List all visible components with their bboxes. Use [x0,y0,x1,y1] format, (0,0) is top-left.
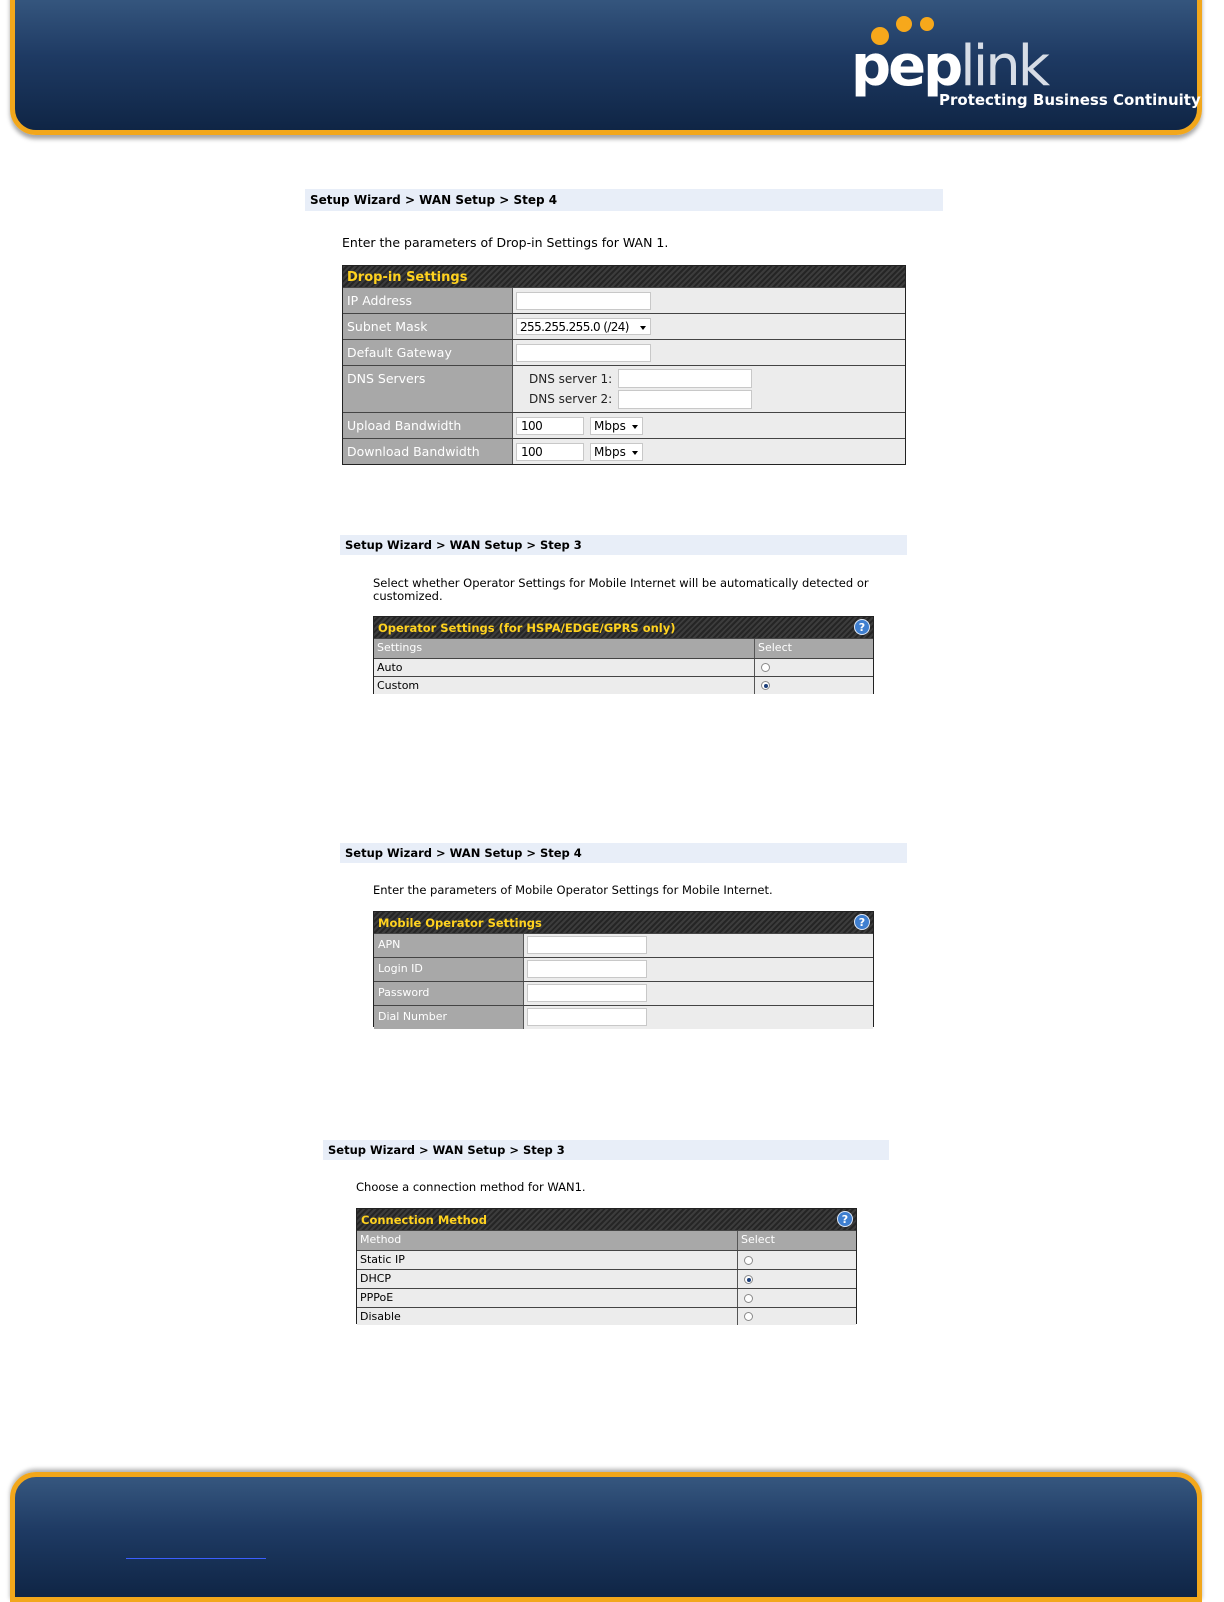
dial-number-input[interactable] [527,1008,647,1026]
static-ip-radio[interactable] [744,1256,753,1265]
mobile-operator-settings-panel [373,911,874,1027]
download-bandwidth-input[interactable]: 100 [516,443,584,461]
table-row [357,1250,856,1269]
apn-row [374,933,873,957]
column-header-select: Select [758,641,792,654]
dns-server-1-label: DNS server 1: [529,372,613,386]
subnet-mask-label: Subnet Mask [343,314,513,339]
option-label: Disable [357,1308,738,1325]
option-label: Auto [374,659,755,676]
panel-title: Operator Settings (for HSPA/EDGE/GPRS only) [378,621,676,635]
dhcp-radio[interactable] [744,1275,753,1284]
instruction-text: Enter the parameters of Drop-in Settings for WAN 1. [342,235,669,250]
apn-input[interactable] [527,936,647,954]
download-bandwidth-label: Download Bandwidth [343,439,513,464]
pppoe-radio[interactable] [744,1294,753,1303]
upload-unit-select[interactable]: Mbps [590,417,643,435]
custom-radio[interactable] [761,681,770,690]
operator-settings-panel [373,616,874,694]
option-label: Static IP [357,1251,738,1269]
column-header-select: Select [741,1233,775,1246]
dns-server-1-input[interactable] [618,369,752,388]
chevron-down-icon [632,451,638,455]
breadcrumb: Setup Wizard > WAN Setup > Step 4 [305,189,943,211]
chevron-down-icon [632,425,638,429]
footer-banner [10,1472,1202,1602]
help-icon[interactable]: ? [854,619,870,635]
breadcrumb: Setup Wizard > WAN Setup > Step 4 [340,843,907,863]
ip-address-label: IP Address [343,288,513,313]
instruction-text-line-1: Select whether Operator Settings for Mobile Internet will be automatically detected or [373,576,869,590]
dns-server-2-label: DNS server 2: [529,392,613,406]
instruction-text: Choose a connection method for WAN1. [356,1180,586,1194]
dns-server-2-input[interactable] [618,390,752,409]
tagline: Protecting Business Continuity [939,91,1201,109]
subnet-mask-row [343,313,905,339]
download-bandwidth-row [343,438,905,464]
panel-title: Drop-in Settings [343,266,905,287]
password-input[interactable] [527,984,647,1002]
password-label: Password [374,982,524,1005]
chevron-down-icon [640,326,646,330]
header-banner [10,0,1202,135]
panel-title: Mobile Operator Settings [378,916,542,930]
default-gateway-row [343,339,905,365]
default-gateway-label: Default Gateway [343,340,513,365]
dial-number-label: Dial Number [374,1006,524,1029]
instruction-text-line-2: customized. [373,589,443,603]
upload-bandwidth-label: Upload Bandwidth [343,413,513,438]
breadcrumb: Setup Wizard > WAN Setup > Step 3 [340,535,907,555]
ip-address-row [343,287,905,313]
table-row [357,1288,856,1307]
help-icon[interactable]: ? [837,1211,853,1227]
disable-radio[interactable] [744,1312,753,1321]
subnet-mask-select[interactable]: 255.255.255.0 (/24) [516,318,651,335]
peplink-logo: peplink Protecting Business Continuity [841,15,1171,125]
dns-servers-row [343,365,905,412]
drop-in-settings-panel [342,265,906,465]
option-label: Custom [374,677,755,694]
breadcrumb: Setup Wizard > WAN Setup > Step 3 [323,1140,889,1160]
instruction-text: Enter the parameters of Mobile Operator Settings for Mobile Internet. [373,883,773,897]
login-id-row [374,957,873,981]
auto-radio[interactable] [761,663,770,672]
table-header [357,1230,856,1250]
upload-bandwidth-input[interactable]: 100 [516,417,584,435]
login-id-input[interactable] [527,960,647,978]
table-row [374,676,873,694]
panel-title: Connection Method [361,1213,487,1227]
password-row [374,981,873,1005]
column-header-method: Method [357,1231,738,1250]
apn-label: APN [374,934,524,957]
ip-address-input[interactable] [516,292,651,310]
help-icon[interactable]: ? [854,914,870,930]
column-header-settings: Settings [374,639,755,658]
footer-link[interactable] [126,1558,266,1559]
dial-number-row [374,1005,873,1029]
table-row [374,658,873,676]
download-unit-select[interactable]: Mbps [590,443,643,461]
table-header [374,638,873,658]
dns-servers-label: DNS Servers [343,366,513,412]
login-id-label: Login ID [374,958,524,981]
option-label: DHCP [357,1270,738,1288]
option-label: PPPoE [357,1289,738,1307]
upload-bandwidth-row [343,412,905,438]
table-row [357,1269,856,1288]
default-gateway-input[interactable] [516,344,651,362]
connection-method-panel [356,1208,857,1324]
table-row [357,1307,856,1325]
